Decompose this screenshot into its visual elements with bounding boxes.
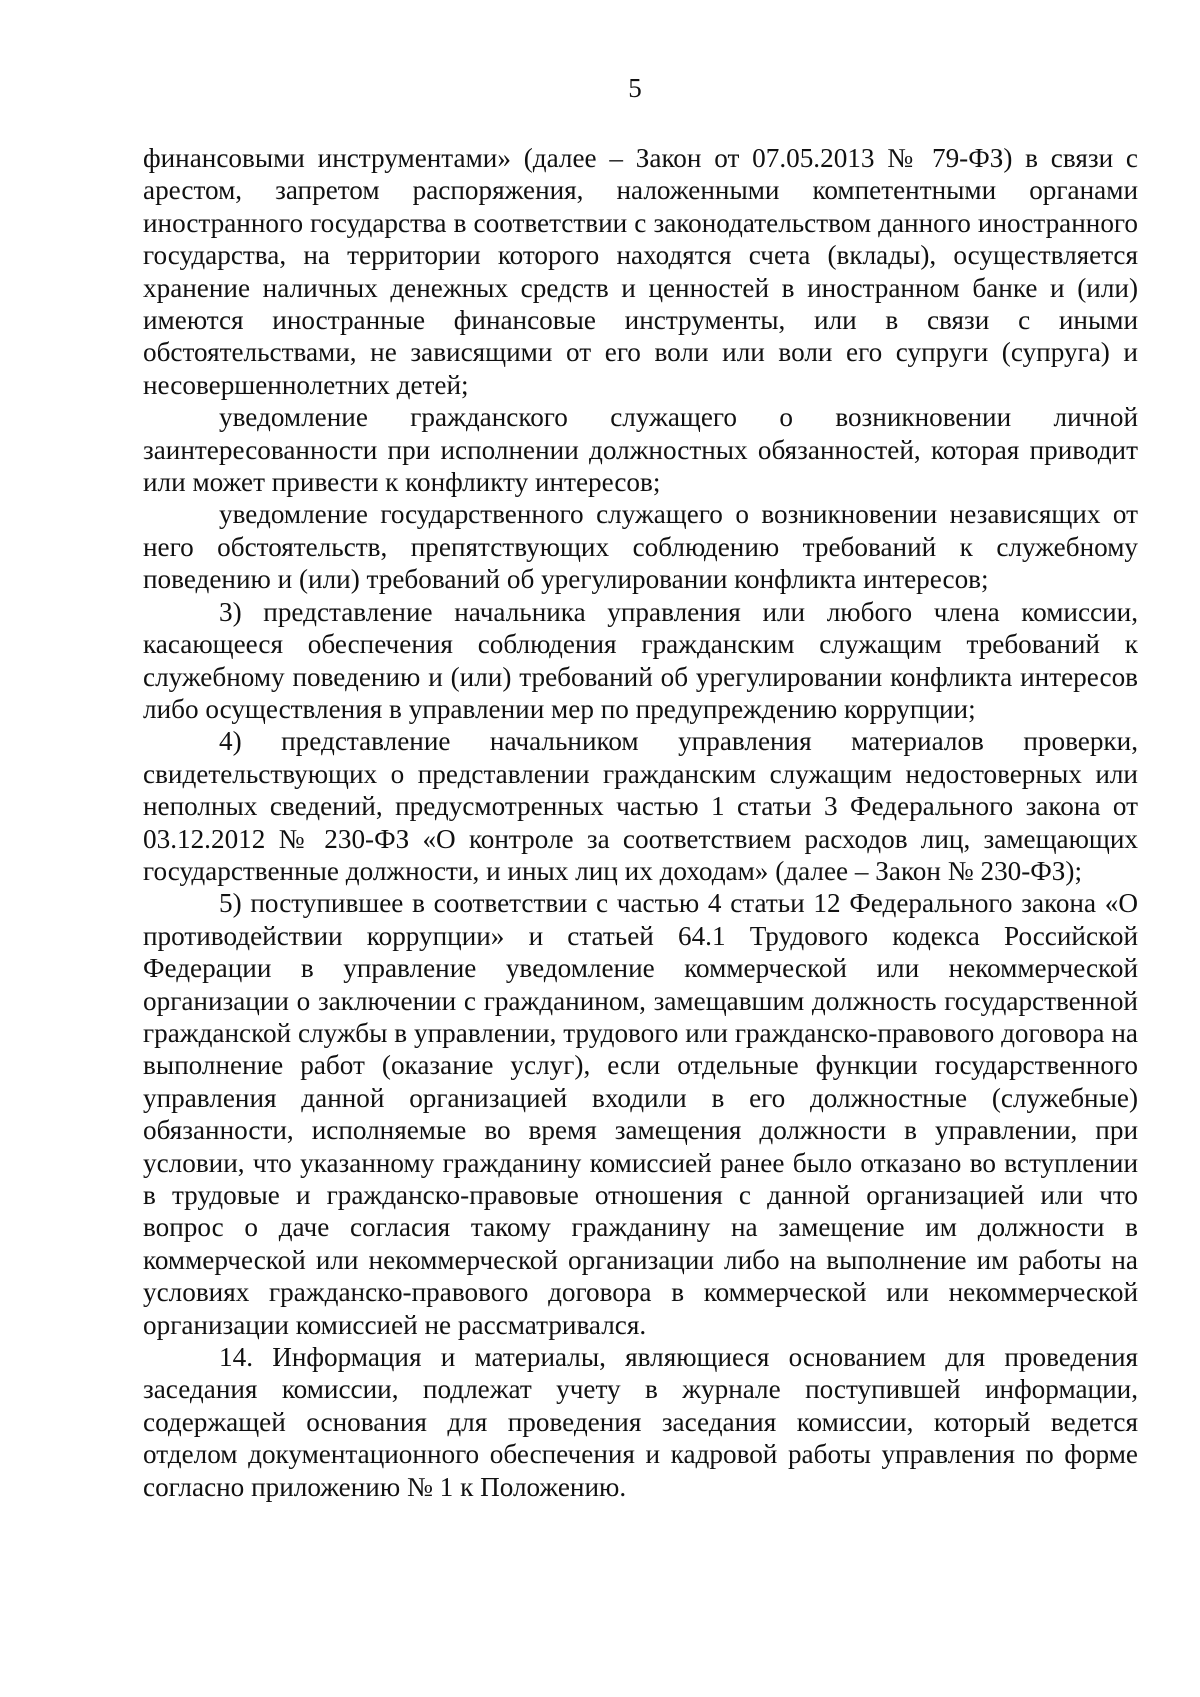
paragraph-continuation: финансовыми инструментами» (далее – Закон от 07.05.2013 № 79-ФЗ) в связи с арестом, запретом распоряжения, наложенными компетентными органами иностранного государства в соответствии с законодательством данного иностранного государства, на территории которого находятся счета (вклады), осуществляется хранение наличных денежных средств и ценностей в иностранном банке и (или) имеются иностранные финансовые инструменты, или в связи с иными обстоятельствами, не зависящими от его воли или воли его супруги (супруга) и несовершеннолетних детей; xyxy=(143,143,1138,400)
paragraph-section-14: 14. Информация и материалы, являющиеся основанием для проведения заседания комиссии, подлежат учету в журнале поступившей информации, содержащей основания для проведения заседания комиссии, который ведется отделом документационного обеспечения и кадровой работы управления по форме согласно приложению № 1 к Положению. xyxy=(143,1342,1138,1502)
page-number: 5 xyxy=(628,73,642,103)
paragraph-notice-personal-interest: уведомление гражданского служащего о возникновении личной заинтересованности при исполнении должностных обязанностей, которая приводит или может привести к конфликту интересов; xyxy=(143,402,1138,498)
paragraph-notice-independent-circumstances: уведомление государственного служащего о возникновении независящих от него обстоятельств, препятствующих соблюдению требований к служебному поведению и (или) требований об урегулировании конфликта интересов; xyxy=(143,499,1138,595)
paragraph-item-5: 5) поступившее в соответствии с частью 4 статьи 12 Федерального закона «О противодействии коррупции» и статьей 64.1 Трудового кодекса Российской Федерации в управление уведомление коммерческой или некоммерческой организации о заключении с гражданином, замещавшим должность государственной гражданской службы в управлении, трудового или гражданско-правового договора на выполнение работ (оказание услуг), если отдельные функции государственного управления данной организацией входили в его должностные (служебные) обязанности, исполняемые во время замещения должности в управлении, при условии, что указанному гражданину комиссией ранее было отказано во вступлении в трудовые и гражданско-правовые отношения с данной организацией или что вопрос о даче согласия такому гражданину на замещение им должности в коммерческой или некоммерческой организации либо на выполнение им работы на условиях гражданско-правового договора в коммерческой или некоммерческой организации комиссией не рассматривался. xyxy=(143,888,1138,1340)
paragraph-item-4: 4) представление начальником управления материалов проверки, свидетельствующих о представлении гражданским служащим недостоверных или неполных сведений, предусмотренных частью 1 статьи 3 Федерального закона от 03.12.2012 № 230-ФЗ «О контроле за соответствием расходов лиц, замещающих государственные должности, и иных лиц их доходам» (далее – Закон № 230-ФЗ); xyxy=(143,726,1138,886)
document-body xyxy=(143,142,1138,1503)
paragraph-item-3: 3) представление начальника управления или любого члена комиссии, касающееся обеспечения соблюдения гражданским служащим требований к служебному поведению и (или) требований об урегулировании конфликта интересов либо осуществления в управлении мер по предупреждению коррупции; xyxy=(143,596,1138,724)
